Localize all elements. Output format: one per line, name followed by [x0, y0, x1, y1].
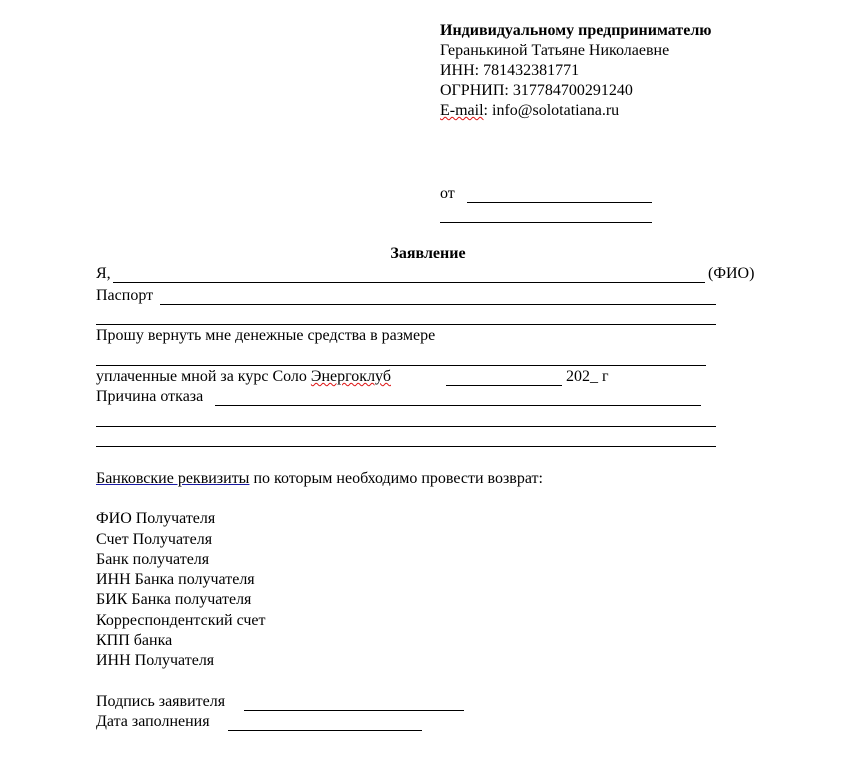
reason-blank-line-2[interactable] [96, 426, 716, 427]
bank-field-bank-inn: ИНН Банка получателя [96, 571, 255, 588]
recipient-title: Индивидуальному предпринимателю [440, 22, 712, 39]
email-value: : info@solotatiana.ru [483, 102, 620, 119]
from-blank-line-2[interactable] [440, 222, 652, 223]
reason-blank-line[interactable] [215, 405, 701, 406]
recipient-email [440, 101, 619, 121]
bank-field-recipient-inn: ИНН Получателя [96, 652, 215, 669]
fio-suffix: (ФИО) [708, 265, 755, 282]
amount-blank-line[interactable] [96, 365, 706, 366]
passport-blank-line[interactable] [160, 304, 716, 305]
bank-field-bik: БИК Банка получателя [96, 591, 252, 608]
passport-label: Паспорт [96, 287, 154, 304]
year-text: 202_ г [566, 368, 609, 385]
date-blank-line[interactable] [446, 385, 562, 386]
bank-header-rest: по которым необходимо провести возврат: [249, 470, 543, 487]
fio-blank-line[interactable] [113, 282, 705, 283]
sign-blank-line[interactable] [244, 710, 464, 711]
paid-prefix: уплаченные мной за курс Соло [96, 368, 311, 385]
bank-field-bank: Банк получателя [96, 551, 210, 568]
request-text: Прошу вернуть мне денежные средства в размере [96, 327, 436, 344]
reason-blank-line-3[interactable] [96, 446, 716, 447]
date-fill-blank-line[interactable] [228, 730, 422, 731]
paid-course: Энергоклуб [310, 368, 391, 385]
bank-field-account: Счет Получателя [96, 531, 213, 548]
from-blank-line-1[interactable] [467, 202, 652, 203]
bank-header-link[interactable]: Банковские реквизиты [96, 470, 250, 487]
i-label: Я, [96, 265, 111, 282]
bank-field-corr-account: Корреспондентский счет [96, 612, 266, 629]
document-title: Заявление [390, 245, 466, 262]
paid-row [96, 367, 391, 387]
recipient-inn: ИНН: 781432381771 [440, 62, 580, 79]
passport-blank-line-2[interactable] [96, 324, 716, 325]
recipient-ogrnip: ОГРНИП: 317784700291240 [440, 82, 633, 99]
recipient-name: Геранькиной Татьяне Николаевне [440, 42, 670, 59]
bank-header [96, 469, 543, 489]
bank-field-kpp: КПП банка [96, 632, 173, 649]
bank-field-fio: ФИО Получателя [96, 510, 216, 527]
from-row [440, 184, 455, 204]
sign-label: Подпись заявителя [96, 693, 226, 710]
email-label: E-mail [440, 102, 484, 119]
from-label: от [440, 185, 455, 202]
date-label: Дата заполнения [96, 713, 210, 730]
reason-label: Причина отказа [96, 388, 204, 405]
